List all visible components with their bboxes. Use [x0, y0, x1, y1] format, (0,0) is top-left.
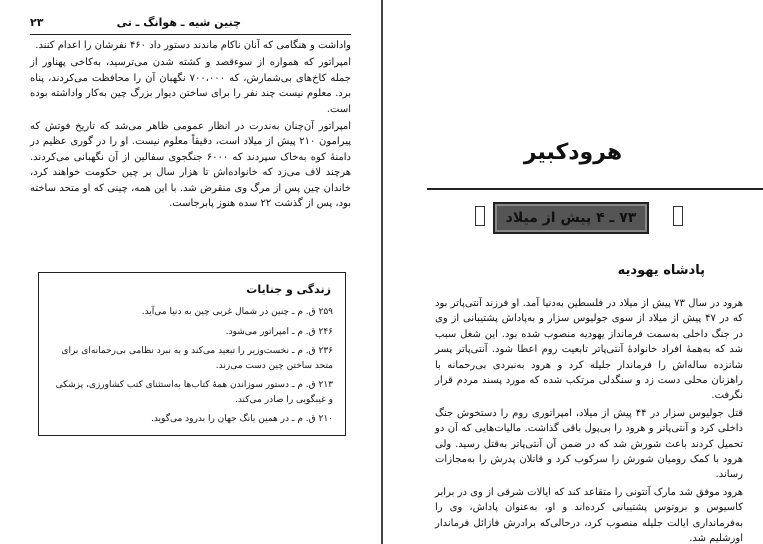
chapter-divider — [427, 188, 763, 190]
page-header — [30, 16, 351, 35]
paragraph: هرود در سال ۷۳ پیش از میلاد در فلسطین به‌دنیا آمد. او فرزند آنتی‌پاتر بود که در ۴۷ پیش از میلاد از سوی جولیوس سزار و به‌پاداش پشتیبانی از وی در جنگ داخلی به‌سمت فرمانداز یهودیه منصوب شده بود. این شغل سبب شد که به‌همهٔ افراد خانوادهٔ آنتی‌پاتر تابعیت روم اعطا شود. آنتی‌پاتر پسر شانزده ساله‌اش را فرماندار جلیله کرد و هرود به‌نبردی بی‌رحمانه با راهزنان محلی دست زد و سنگدلی مرتکب شده که مورد پسند مردم قرار نگرفت. — [435, 298, 744, 402]
running-head: چنین شیه ـ هوانگ ـ تی — [116, 16, 241, 29]
right-page — [383, 0, 763, 544]
date-banner — [493, 202, 649, 234]
right-body-text — [435, 296, 743, 544]
paragraph: امپراتور آن‌چنان به‌ندرت در انظار عمومی ظاهر می‌شد که تاریخ فوتش که پیرامون ۲۱۰ پیش از میلاد است، دقیقاً معلوم نیست. او را در گوری عظیم در دامنهٔ کوه به‌خاک سپردند که ۶۰۰۰ جنگجوی سفالین از آن نگهبانی می‌کردند. هرچند لاف می‌زد که خانواده‌اش تا هزار سال بر چین حکومت خواهند کرد، خاندان چین پس از مرگ وی منقرض شد. با این همه، چینی که او متحد ساخته بود، پس از گذشت ۲۲ سده هنوز پابرجاست. — [30, 121, 351, 210]
timeline-item: ۲۱۳ ق. م ـ دستور سوزاندن همهٔ کتاب‌ها به‌استثنای کتب کشاورزی، پزشکی و غیبگویی را صادر می‌کند. — [55, 380, 333, 405]
timeline-item: ۲۴۶ ق. م ـ امپراتور می‌شود. — [225, 326, 333, 337]
paragraph: واداشت و هنگامی که آنان ناکام ماندند دستور داد ۴۶۰ نفرشان را اعدام کنند. — [35, 40, 351, 51]
chapter-title: هرودکبیر — [523, 140, 623, 165]
timeline-list — [49, 305, 333, 432]
section-title: پادشاه یهودیه — [617, 263, 705, 278]
timeline-item: ۲۱۰ ق. م ـ در همین یانگ جهان را بدرود می‌گوید. — [150, 414, 333, 424]
date-label: ۷۳ ـ ۴ پیش از میلاد — [505, 210, 637, 226]
left-body-text — [30, 38, 351, 213]
paragraph: قتل جولیوس سزار در ۴۴ پیش از میلاد، امپراتوری روم را دستخوش جنگ داخلی کرد و آنتی‌پاتر و هرود را بی‌پول باقی گذاشت. مالیات‌هایی که آن دو تحمیل کردند باعث شورش شد که در ضمن آن آنتی‌پاتر به‌قتل رسید. ولی هرود با کمک رومیان شورش را سرکوب کرد و قاتلان پدرش را به‌مجازات رساند. — [435, 407, 743, 481]
box-title: زندگی و جنایات — [246, 283, 331, 296]
left-page — [0, 0, 381, 544]
timeline-item: ۲۵۹ ق. م ـ چنین در شمال غربی چین به دنیا می‌آید. — [141, 307, 333, 317]
page-number: ۲۳ — [30, 16, 44, 29]
bracket-ornament-left — [475, 206, 485, 226]
paragraph: هرود موفق شد مارک آنتونی را متقاعد کند که ایالات شرقی از وی در برابر کاسیوس و بروتوس پشتیبانی کرده‌اند و او، به‌عنوان پاداش، وی را به‌فرمانداری ایالت جلیله منصوب کرد، درحالی‌که برادرش فازائل فرماندار اورشلیم شد. — [435, 486, 743, 544]
bracket-ornament-right — [673, 206, 683, 226]
paragraph: امپراتور که همواره از سوءقصد و کشته شدن می‌ترسید، به‌کاخی پهناور از جمله کاخ‌های بی‌شمارش، که ۷۰۰،۰۰۰ نگهبان آن را محافظت می‌کردند، پناه برد. معلوم نیست چند نفر را برای ساختن دیوار بزرگ چین به‌کار واداشته بوده است. — [30, 57, 351, 115]
timeline-item: ۲۳۶ ق. م ـ نخست‌وزیر را تبعید می‌کند و به نبرد نظامی بی‌رحمانه‌ای برای متحد ساختن چین دست می‌زند. — [61, 346, 333, 371]
life-and-crimes-box — [38, 272, 346, 436]
